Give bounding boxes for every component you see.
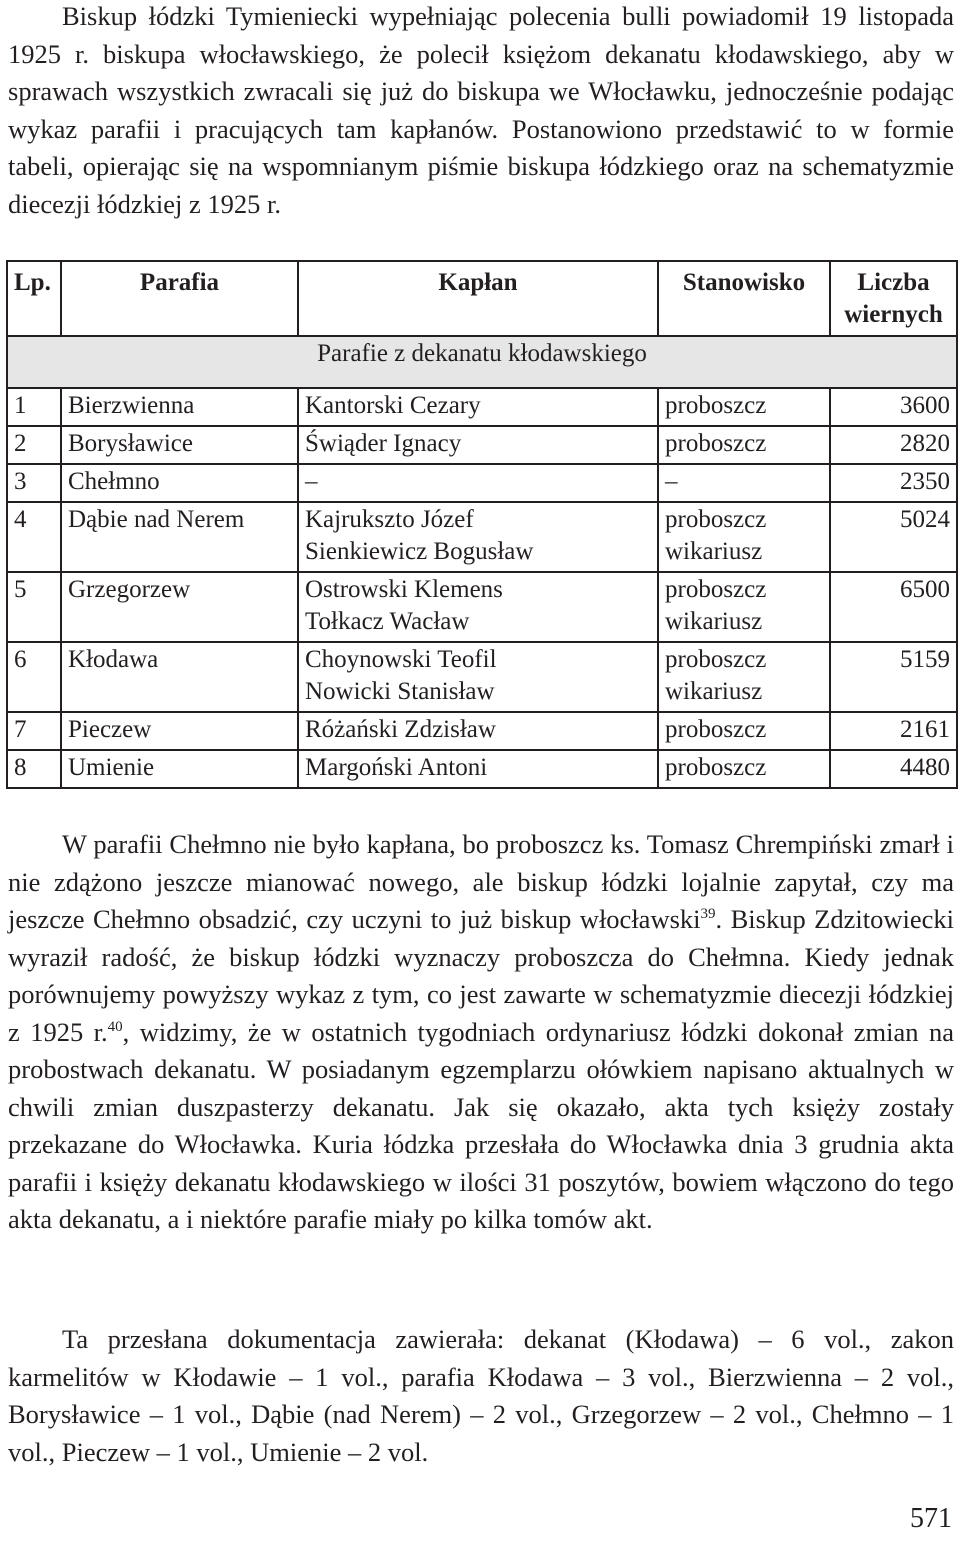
header-faithful: Liczba wiernych [830, 261, 957, 336]
footnote-ref-40: 40 [107, 1018, 123, 1035]
header-priest: Kapłan [298, 261, 658, 336]
row-position-second: wikariusz [665, 538, 763, 565]
row-faithful-count: 2820 [830, 426, 957, 464]
row-position: proboszcz [665, 754, 767, 781]
row-priest: – [305, 468, 318, 495]
body-paragraph-2 [8, 826, 954, 1239]
row-priest-cell [298, 642, 658, 712]
row-position-second: wikariusz [665, 608, 763, 635]
page-number: 571 [910, 1503, 952, 1534]
row-priest-cell [298, 464, 658, 502]
intro-paragraph [8, 0, 954, 223]
para2-text-a: W parafii Chełmno nie było kapłana, bo proboszcz ks. Tomasz Chrempiński zmarł i nie zdążono jeszcze mianować nowego, ale biskup łódzki lojalnie zapytał, czy ma jeszcze Chełmno obsadzić, czy uczyni to już biskup włocławski [8, 829, 954, 934]
table-row [7, 464, 957, 502]
row-position: proboszcz [665, 646, 767, 673]
row-number: 1 [7, 388, 61, 426]
row-faithful-count: 4480 [830, 750, 957, 788]
para2-text-b: . Biskup Zdzitowiecki wyraził radość, że biskup łódzki wyznaczy proboszcza do Chełmna. Kiedy jednak porównujemy powyższy wykaz z tym, co jest zawarte w schematyzmie diecezji łódzkiej z 1925 r. [8, 904, 954, 1047]
row-position-cell [658, 464, 830, 502]
row-priest: Kajrukszto Józef [305, 506, 474, 533]
row-priest: Świąder Ignacy [305, 430, 462, 457]
row-position: proboszcz [665, 716, 767, 743]
row-faithful-count: 6500 [830, 572, 957, 642]
table-header-row [7, 261, 957, 336]
row-position-cell [658, 388, 830, 426]
row-faithful-count: 3600 [830, 388, 957, 426]
table-row [7, 712, 957, 750]
table-row [7, 388, 957, 426]
row-parish: Grzegorzew [61, 572, 298, 642]
section-title: Parafie z dekanatu kłodawskiego [7, 336, 957, 388]
header-lp: Lp. [7, 261, 61, 336]
header-parish: Parafia [61, 261, 298, 336]
row-position-cell [658, 750, 830, 788]
row-priest-cell [298, 572, 658, 642]
section-row [7, 336, 957, 388]
row-position: proboszcz [665, 392, 767, 419]
row-priest: Ostrowski Klemens [305, 576, 503, 603]
row-position-cell [658, 642, 830, 712]
table-row [7, 426, 957, 464]
row-priest: Kantorski Cezary [305, 392, 481, 419]
row-position: proboszcz [665, 576, 767, 603]
row-position-cell [658, 712, 830, 750]
row-position-cell [658, 426, 830, 464]
row-priest-second: Nowicki Stanisław [305, 678, 495, 705]
row-number: 8 [7, 750, 61, 788]
row-faithful-count: 5024 [830, 502, 957, 572]
row-parish: Kłodawa [61, 642, 298, 712]
row-number: 5 [7, 572, 61, 642]
row-parish: Umienie [61, 750, 298, 788]
row-position-cell [658, 502, 830, 572]
intro-text: Biskup łódzki Tymieniecki wypełniając polecenia bulli powiadomił 19 listopada 1925 r. biskupa włocławskiego, że polecił księżom dekanatu kłodawskiego, aby w sprawach wszystkich zwracali się już do biskupa we Włocławku, jednocześnie podając wykaz parafii i pracujących tam kapłanów. Postanowiono przedstawić to w formie tabeli, opierając się na wspomnianym piśmie biskupa łódzkiego oraz na schematyzmie diecezji łódzkiej z 1925 r. [8, 1, 954, 219]
para2-text-c: , widzimy, że w ostatnich tygodniach ordynariusz łódzki dokonał zmian na probostwach dekanatu. W posiadanym egzemplarzu ołówkiem napisano aktualnych w chwili zmian duszpasterzy dekanatu. Jak się okazało, akta tych księży zostały przekazane do Włocławka. Kuria łódzka przesłała do Włocławka dnia 3 grudnia akta parafii i księży dekanatu kłodawskiego w ilości 31 poszytów, bowiem włączono do tego akta dekanatu, a i niektóre parafie miały po kilka tomów akt. [8, 1016, 954, 1234]
para3-text: Ta przesłana dokumentacja zawierała: dekanat (Kłodawa) – 6 vol., zakon karmelitów w Kłodawie – 1 vol., parafia Kłodawa – 3 vol., Bierzwienna – 2 vol., Borysławice – 1 vol., Dąbie (nad Nerem) – 2 vol., Grzegorzew – 2 vol., Chełmno – 1 vol., Pieczew – 1 vol., Umienie – 2 vol. [8, 1324, 954, 1467]
row-position: – [665, 468, 678, 495]
row-parish: Bierzwienna [61, 388, 298, 426]
table-row [7, 642, 957, 712]
row-parish: Chełmno [61, 464, 298, 502]
body-paragraph-3 [8, 1321, 954, 1471]
row-priest-cell [298, 750, 658, 788]
row-position-cell [658, 572, 830, 642]
row-number: 3 [7, 464, 61, 502]
row-priest: Margoński Antoni [305, 754, 488, 781]
row-priest-second: Tołkacz Wacław [305, 608, 470, 635]
row-priest-second: Sienkiewicz Bogusław [305, 538, 534, 565]
row-number: 7 [7, 712, 61, 750]
header-position: Stanowisko [658, 261, 830, 336]
row-number: 6 [7, 642, 61, 712]
table-row [7, 502, 957, 572]
row-position: proboszcz [665, 430, 767, 457]
row-faithful-count: 5159 [830, 642, 957, 712]
row-position-second: wikariusz [665, 678, 763, 705]
row-priest: Choynowski Teofil [305, 646, 497, 673]
parish-table [6, 260, 958, 789]
row-priest-cell [298, 712, 658, 750]
row-parish: Pieczew [61, 712, 298, 750]
row-priest-cell [298, 388, 658, 426]
table-row [7, 572, 957, 642]
row-number: 2 [7, 426, 61, 464]
row-faithful-count: 2350 [830, 464, 957, 502]
row-priest-cell [298, 502, 658, 572]
table-row [7, 750, 957, 788]
row-position: proboszcz [665, 506, 767, 533]
row-priest-cell [298, 426, 658, 464]
footnote-ref-39: 39 [700, 906, 716, 923]
row-number: 4 [7, 502, 61, 572]
row-faithful-count: 2161 [830, 712, 957, 750]
row-parish: Dąbie nad Nerem [61, 502, 298, 572]
row-parish: Borysławice [61, 426, 298, 464]
row-priest: Różański Zdzisław [305, 716, 496, 743]
